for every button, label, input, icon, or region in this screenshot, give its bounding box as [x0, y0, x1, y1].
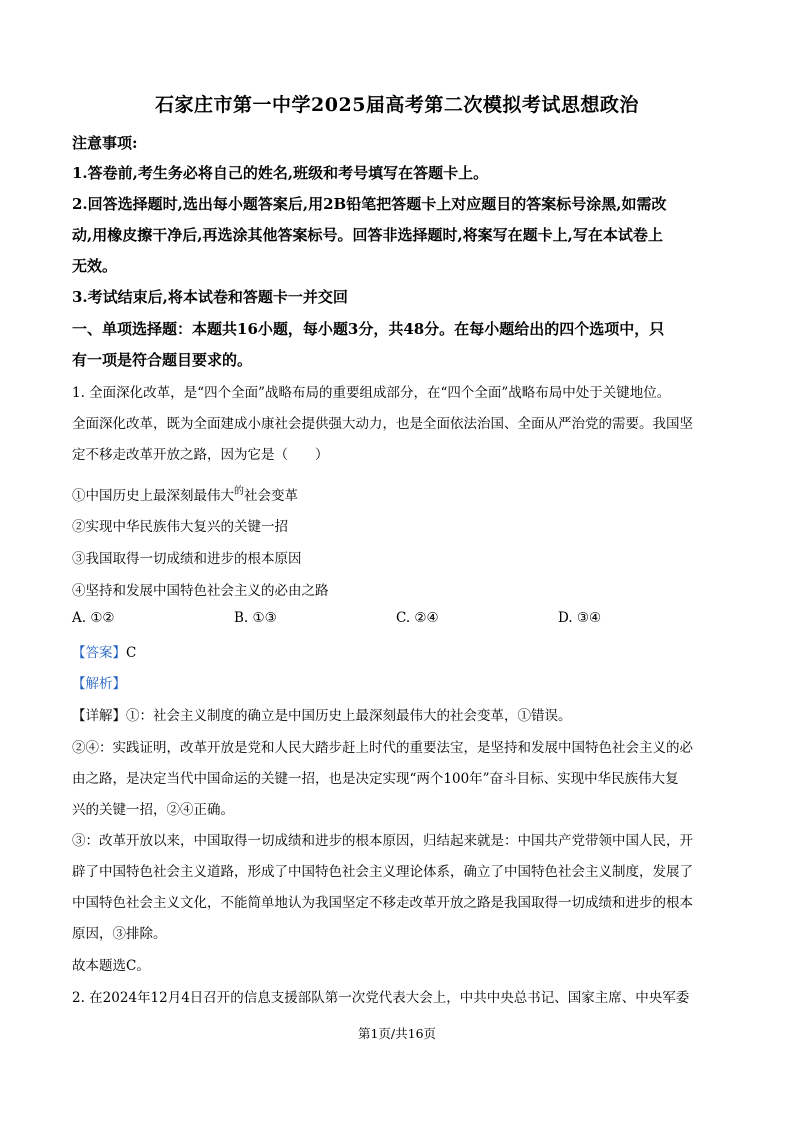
q1-statement-1 — [72, 482, 298, 504]
q1-stem-line-2: 全面深化改革，既为全面建成小康社会提供强大动力，也是全面依法治国、全面从严治党的需要。我国坚 — [72, 416, 693, 432]
notice-heading: 注意事项: — [72, 134, 138, 152]
notice-item-2-line-1: 2.回答选择题时,选出每小题答案后,用2B铅笔把答题卡上对应题目的答案标号涂黑,如需改 — [72, 195, 667, 213]
section-heading-line-2: 有一项是符合题目要求的。 — [72, 351, 253, 369]
q1-explanation-2-line-2: 由之路，是决定当代中国命运的关键一招，也是决定实现“两个100年”奋斗目标、实现中华民族伟大复 — [72, 771, 679, 787]
q2-stem-line-1: 2. 在2024年12月4日召开的信息支援部队第一次党代表大会上，中共中央总书记、国家主席、中央军委 — [72, 990, 690, 1006]
q1-explanation-1-text: ①：社会主义制度的确立是中国历史上最深刻最伟大的社会变革，①错误。 — [126, 708, 572, 724]
q1-statement-1-text-b: 社会变革 — [244, 488, 298, 504]
q1-stem-line-3: 定不移走改革开放之路，因为它是（ ） — [72, 447, 329, 463]
q1-statement-1-text-a: ①中国历史上最深刻最伟大 — [72, 488, 234, 504]
q1-statement-1-superscript: 的 — [234, 486, 244, 497]
page-title: 石家庄市第一中学2025届高考第二次模拟考试思想政治 — [155, 94, 639, 116]
q1-statement-4: ④坚持和发展中国特色社会主义的必由之路 — [72, 583, 329, 599]
notice-item-1: 1.答卷前,考生务必将自己的姓名,班级和考号填写在答题卡上。 — [72, 164, 489, 182]
answer-label: 【答案】 — [72, 645, 126, 661]
q1-explanation-1 — [72, 704, 572, 724]
q1-explanation-3-line-2: 辟了中国特色社会主义道路，形成了中国特色社会主义理论体系，确立了中国特色社会主义制度，发展了 — [72, 864, 693, 880]
q1-stem-line-1: 1. 全面深化改革，是“四个全面”战略布局的重要组成部分，在“四个全面”战略布局中处于关键地位。 — [72, 385, 671, 401]
section-heading-line-1: 一、单项选择题：本题共16小题，每小题3分，共48分。在每小题给出的四个选项中，只 — [72, 320, 665, 338]
answer-value: C — [126, 645, 137, 661]
notice-item-2-line-3: 无效。 — [72, 257, 118, 275]
q1-option-c: C. ②④ — [396, 610, 439, 626]
q1-answer — [72, 641, 136, 661]
page-footer: 第1页/共16页 — [357, 1026, 437, 1041]
q1-conclusion: 故本题选C。 — [72, 958, 150, 974]
detail-label: 【详解】 — [72, 708, 126, 724]
q1-explanation-2-line-3: 兴的关键一招，②④正确。 — [72, 802, 234, 818]
q1-statement-3: ③我国取得一切成绩和进步的根本原因 — [72, 551, 302, 567]
q1-explanation-3-line-3: 中国特色社会主义文化，不能简单地认为我国坚定不移走改革开放之路是我国取得一切成绩和进步的根本 — [72, 895, 693, 911]
analysis-label: 【解析】 — [72, 676, 126, 692]
notice-item-2-line-2: 动,用橡皮擦干净后,再选涂其他答案标号。回答非选择题时,将案写在题卡上,写在本试卷上 — [72, 226, 663, 244]
q1-option-b: B. ①③ — [234, 610, 277, 626]
q1-option-a: A. ①② — [72, 610, 115, 626]
q1-statement-2: ②实现中华民族伟大复兴的关键一招 — [72, 519, 288, 535]
q1-explanation-3-line-1: ③：改革开放以来，中国取得一切成绩和进步的根本原因，归结起来就是：中国共产党带领中国人民，开 — [72, 833, 693, 849]
q1-explanation-2-line-1: ②④：实践证明，改革开放是党和人民大踏步赶上时代的重要法宝，是坚持和发展中国特色社会主义的必 — [72, 740, 693, 756]
q1-option-d: D. ③④ — [558, 610, 602, 626]
notice-item-3: 3.考试结束后,将本试卷和答题卡一并交回 — [72, 288, 348, 306]
q1-explanation-3-line-4: 原因，③排除。 — [72, 926, 167, 942]
